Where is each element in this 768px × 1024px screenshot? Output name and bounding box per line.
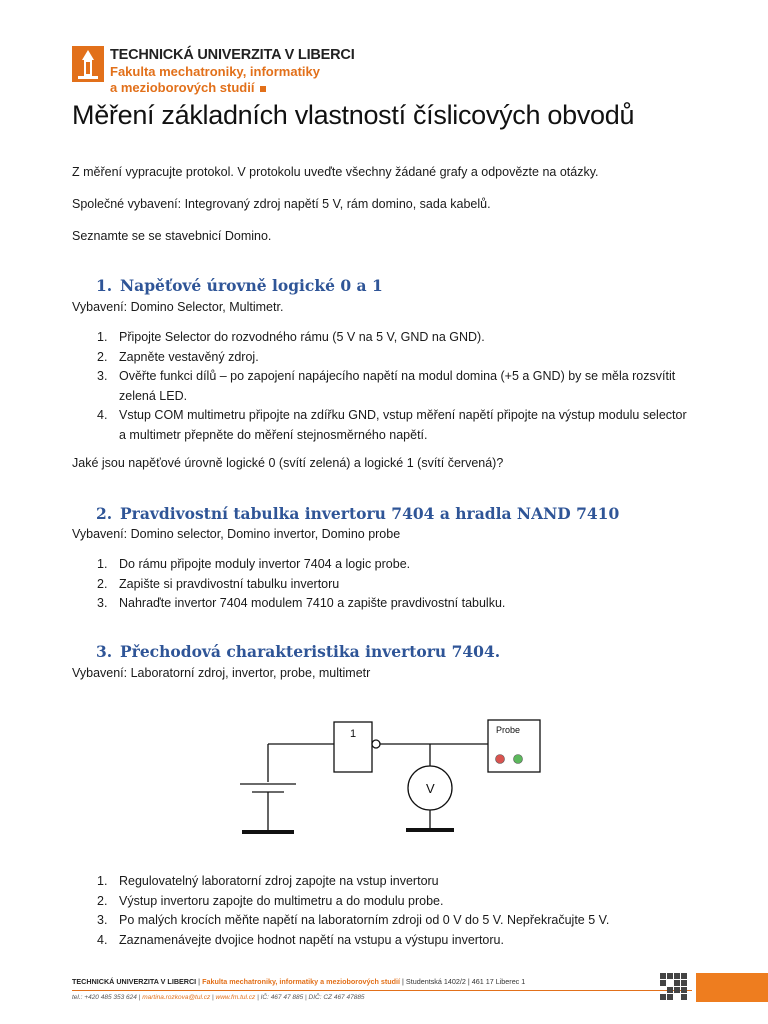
- voltmeter-label: V: [426, 781, 435, 796]
- list-item: 1. Připojte Selector do rozvodného rámu (5 V na 5 V, GND na GND).: [97, 330, 485, 344]
- list-item: 4. Zaznamenávejte dvojice hodnot napětí na vstupu a výstupu invertoru.: [97, 932, 504, 947]
- led-red-icon: [496, 755, 505, 764]
- section-3-steps: [72, 872, 712, 950]
- university-name: TECHNICKÁ UNIVERZITA V LIBERCI: [110, 47, 355, 63]
- section-2-heading: 2. Pravdivostní tabulka invertoru 7404 a hradla NAND 7410: [96, 504, 620, 523]
- probe-label: Probe: [496, 725, 521, 735]
- list-item: 2. Zapište si pravdivostní tabulku invertoru: [97, 576, 340, 591]
- intro-paragraph-1: Z měření vypracujte protokol. V protokolu uveďte všechny žádané grafy a odpovězte na otázky.: [72, 165, 599, 179]
- section-1-steps: [72, 328, 712, 445]
- footer-line-2: tel.: +420 485 353 624 | martina.rozkova@tul.cz | www.fm.tul.cz | IČ: 467 47 885 | DIČ: CZ 467 47885: [72, 994, 365, 1001]
- intro-paragraph-3: Seznamte se se stavebnicí Domino.: [72, 229, 272, 243]
- list-item: 3. Nahraďte invertor 7404 modulem 7410 a zapište pravdivostní tabulku.: [97, 596, 506, 610]
- footer-divider: [72, 990, 692, 991]
- list-item: 1. Regulovatelný laboratorní zdroj zapojte na vstup invertoru: [97, 874, 439, 888]
- footer-brand-block: [696, 973, 768, 1002]
- section-1-heading: 1. Napěťové úrovně logické 0 a 1: [96, 276, 383, 295]
- list-item: 3. Ověřte funkci dílů – po zapojení napájecího napětí na modul domina (+5 a GND) by se měla rozsvítit zelená LED.: [97, 369, 676, 403]
- faculty-name: Fakulta mechatroniky, informatiky a mezioborových studií: [110, 64, 320, 95]
- list-item: 3. Po malých krocích měňte napětí na laboratorním zdroji od 0 V do 5 V. Nepřekračujte 5 V.: [97, 913, 610, 927]
- page-footer: [72, 977, 692, 1001]
- footer-web-link[interactable]: www.fm.tul.cz: [215, 994, 256, 1001]
- footer-line-1: TECHNICKÁ UNIVERZITA V LIBERCI | Fakulta mechatroniky, informatiky a mezioborových studií | Studentská 1402/2 | 461 17 Liberec 1: [72, 977, 526, 986]
- section-1-question: Jaké jsou napěťové úrovně logické 0 (svítí zelená) a logické 1 (svítí červená)?: [72, 456, 504, 470]
- section-3-heading: 3. Přechodová charakteristika invertoru 7404.: [96, 642, 501, 661]
- university-logo-icon: [72, 46, 104, 82]
- led-green-icon: [514, 755, 523, 764]
- letterhead: [72, 44, 372, 94]
- intro-paragraph-2: Společné vybavení: Integrovaný zdroj napětí 5 V, rám domino, sada kabelů.: [72, 197, 491, 211]
- list-item: 1. Do rámu připojte moduly invertor 7404 a logic probe.: [97, 557, 411, 571]
- page-title: Měření základních vlastností číslicových obvodů: [72, 100, 635, 130]
- gate-label: 1: [350, 728, 357, 740]
- ground-bar-left: [242, 830, 294, 834]
- faculty-square-icon: [260, 86, 266, 92]
- section-3-equipment: Vybavení: Laboratorní zdroj, invertor, probe, multimetr: [72, 666, 371, 680]
- pixel-logo-icon: [660, 973, 688, 1001]
- list-item: 2. Zapněte vestavěný zdroj.: [97, 349, 259, 364]
- list-item: 2. Výstup invertoru zapojte do multimetru a do modulu probe.: [97, 893, 444, 908]
- inversion-bubble: [372, 740, 380, 748]
- ground-bar-right: [406, 828, 454, 832]
- circuit-diagram: [230, 712, 550, 842]
- section-1-equipment: Vybavení: Domino Selector, Multimetr.: [72, 300, 284, 314]
- list-item: 4. Vstup COM multimetru připojte na zdířku GND, vstup měření napětí připojte na výstup modulu selector a multimetr přepněte do měření stejnosměrného napětí.: [97, 408, 687, 442]
- section-2-equipment: Vybavení: Domino selector, Domino invertor, Domino probe: [72, 527, 401, 541]
- section-2-steps: [72, 555, 712, 614]
- footer-email-link[interactable]: martina.rozkova@tul.cz: [142, 994, 211, 1001]
